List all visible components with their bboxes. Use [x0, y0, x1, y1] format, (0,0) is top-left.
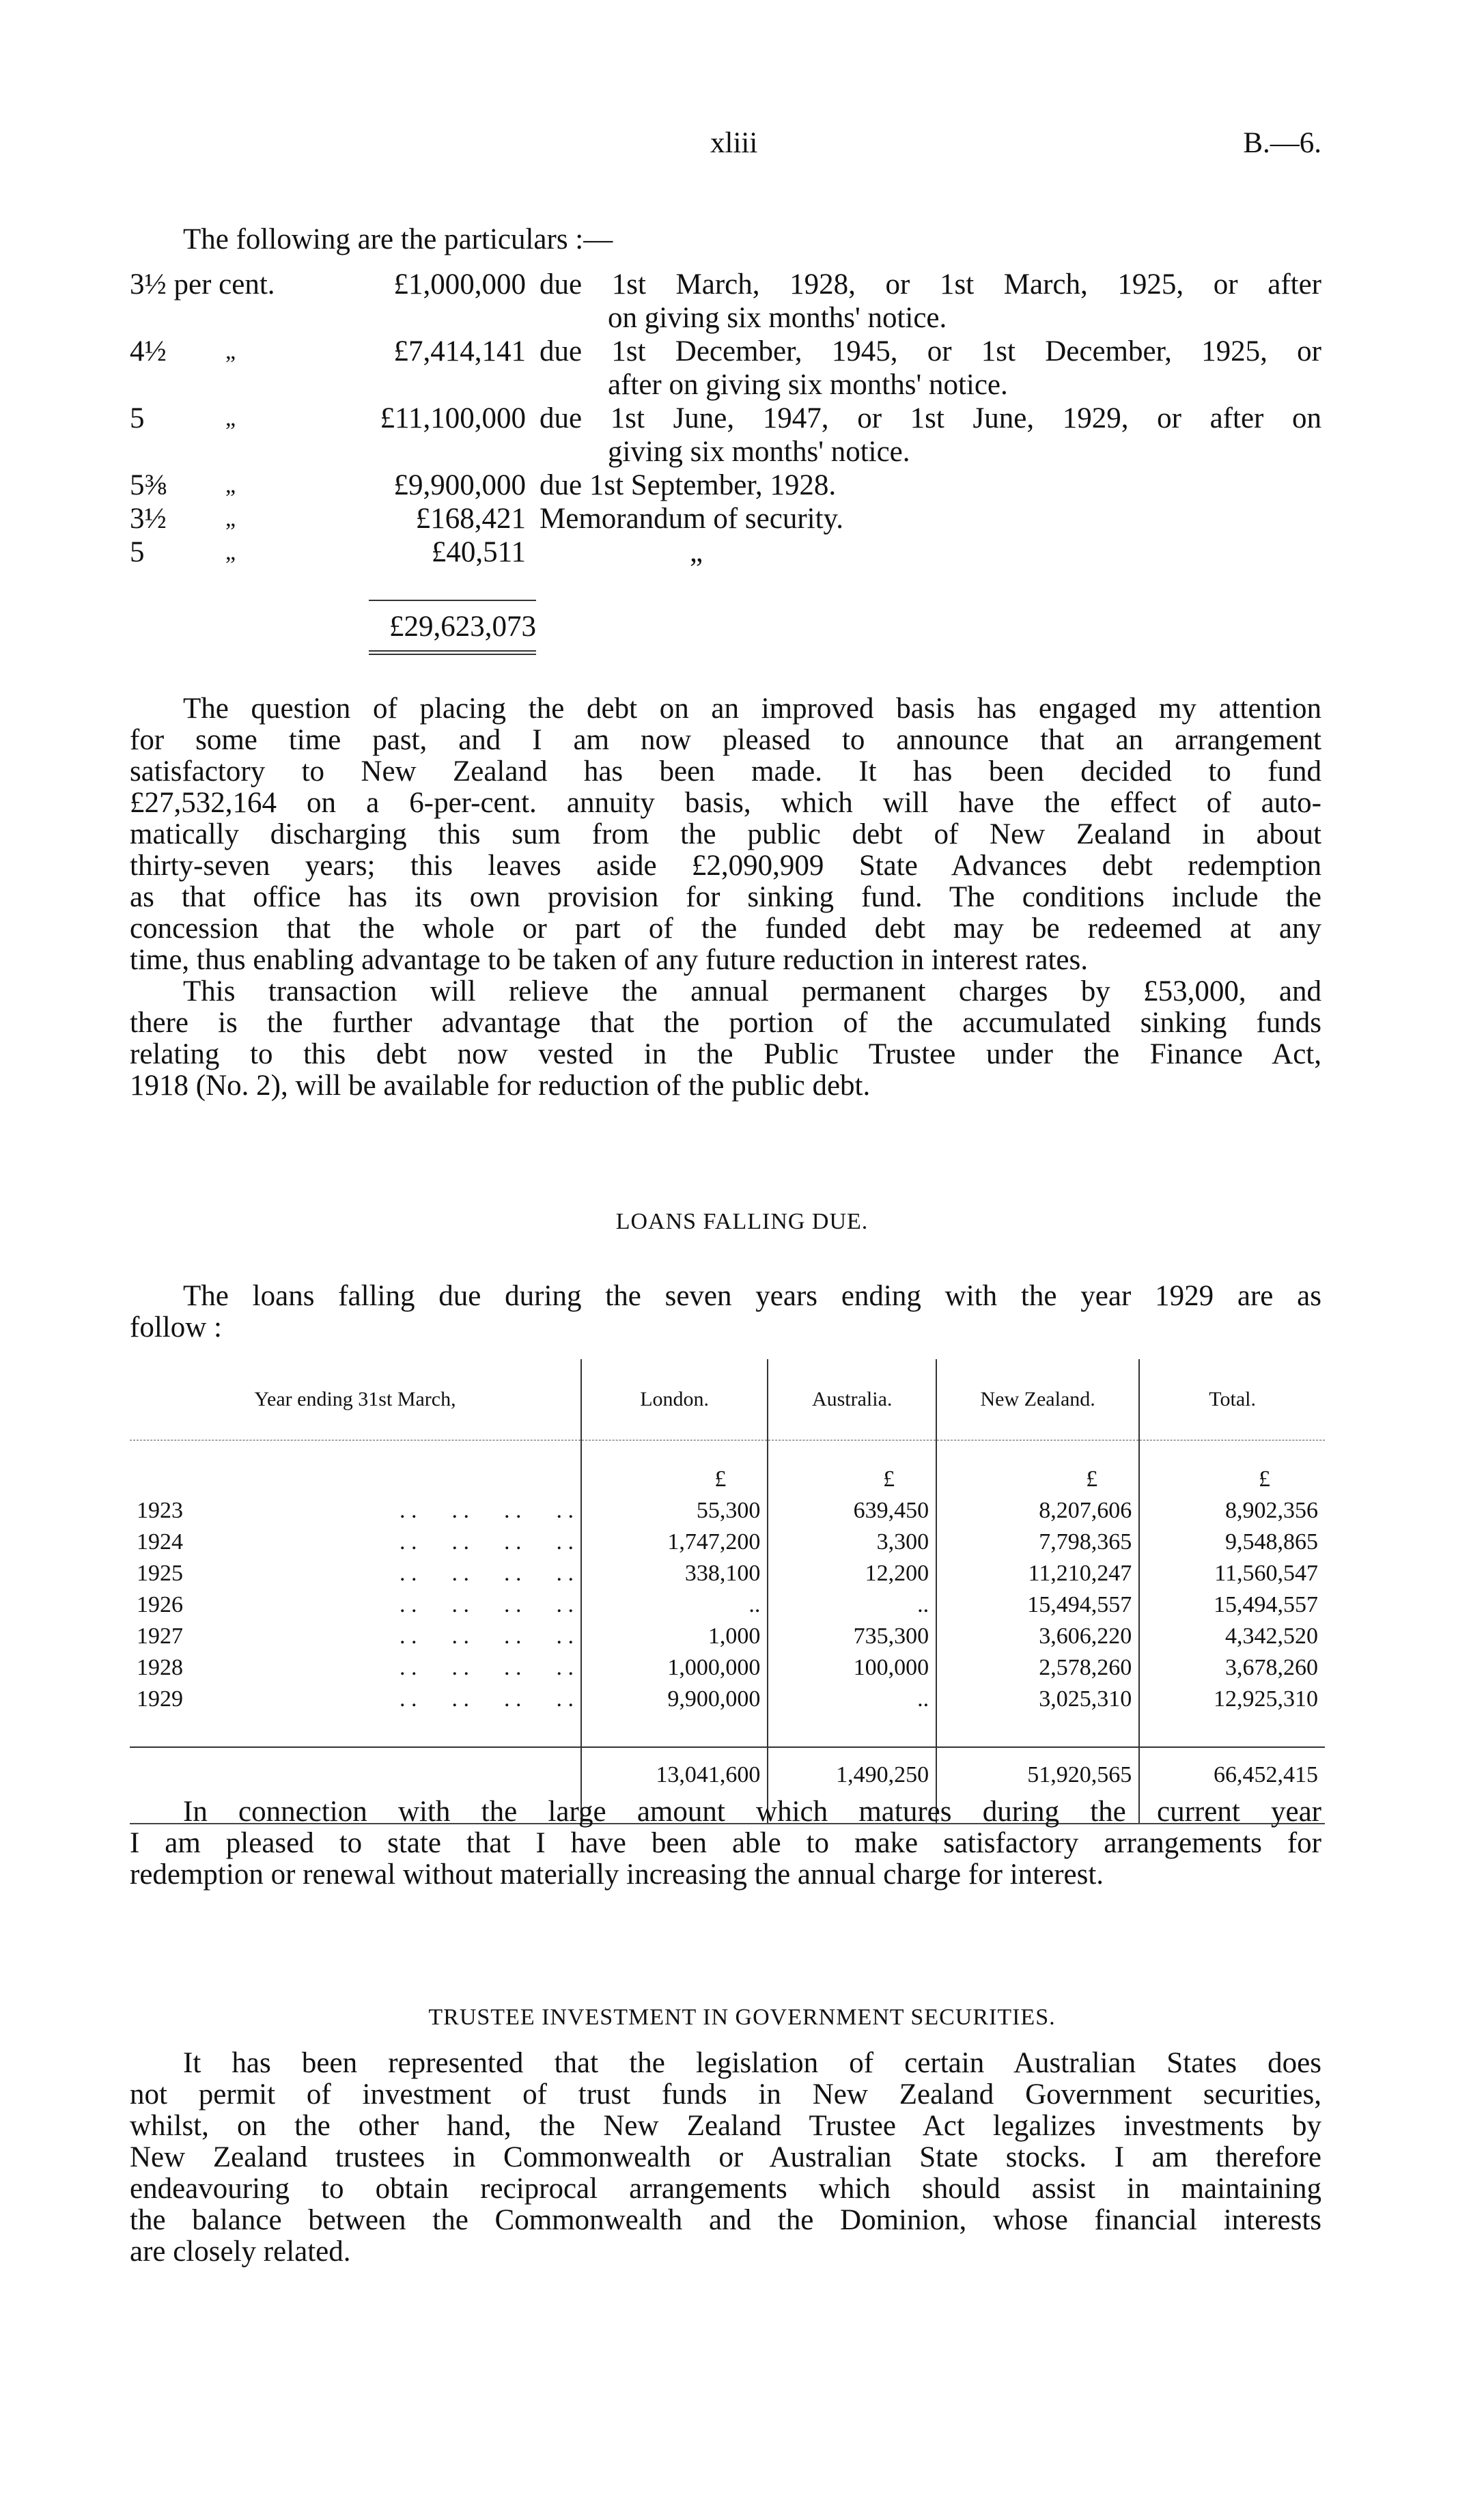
paragraph-loans-after — [130, 1796, 1321, 1891]
loans-table — [130, 1359, 1325, 1824]
year: 1925 — [137, 1561, 183, 1586]
text-line: 1918 (No. 2), will be available for reduction of the public debt. — [130, 1070, 871, 1102]
column-header-total: Total. — [1139, 1359, 1325, 1440]
london-value: 1,747,200 — [581, 1527, 768, 1558]
table-header-row — [130, 1359, 1325, 1440]
table-total-row — [130, 1747, 1325, 1802]
year: 1923 — [137, 1498, 183, 1523]
new-zealand-value: 2,578,260 — [936, 1652, 1139, 1684]
total-grand: 66,452,415 — [1139, 1747, 1325, 1802]
currency-symbol: £ — [768, 1440, 936, 1496]
london-value: 9,900,000 — [581, 1684, 768, 1715]
text-line: whilst, on the other hand, the New Zealand Trustee Act legalizes investments by — [130, 2111, 1321, 2142]
particulars-total: £29,623,073 — [389, 611, 536, 643]
leader-dots: . . . . . . . . — [400, 1624, 574, 1649]
new-zealand-value: 15,494,557 — [936, 1589, 1139, 1621]
page-number: xliii — [710, 127, 758, 159]
column-header-london: London. — [581, 1359, 768, 1440]
paragraph-loans-intro — [130, 1281, 1321, 1343]
paragraph-debt-basis — [130, 693, 1321, 976]
year: 1928 — [137, 1655, 183, 1680]
loan-amount: £1,000,000 — [393, 268, 526, 301]
australia-value: .. — [768, 1589, 936, 1621]
leader-dots: . . . . . . . . — [400, 1592, 574, 1617]
new-zealand-value: 7,798,365 — [936, 1527, 1139, 1558]
year: 1924 — [137, 1529, 183, 1555]
particulars-row — [130, 403, 1325, 434]
total-new-zealand: 51,920,565 — [936, 1747, 1139, 1802]
australia-value: .. — [768, 1684, 936, 1715]
table-row — [130, 1527, 1325, 1558]
new-zealand-value: 8,207,606 — [936, 1495, 1139, 1527]
text-line: It has been represented that the legislation of certain Australian States does — [183, 2048, 1321, 2079]
loan-terms: due 1st September, 1928. — [540, 469, 837, 501]
particulars-row — [130, 370, 1325, 401]
ditto-mark: „ — [225, 339, 236, 364]
column-header-new-zealand: New Zealand. — [936, 1359, 1139, 1440]
ditto-mark: „ — [225, 406, 236, 431]
leader-dots: . . . . . . . . — [400, 1655, 574, 1680]
loan-amount: £40,511 — [431, 536, 526, 568]
particulars-intro: The following are the particulars :— — [183, 223, 613, 255]
interest-rate: 5 — [130, 536, 145, 568]
text-line: The loans falling due during the seven years ending with the year 1929 are as — [183, 1281, 1321, 1312]
loan-terms: on giving six months' notice. — [608, 302, 947, 334]
text-line: matically discharging this sum from the public debt of New Zealand in about — [130, 819, 1321, 850]
loan-terms: due 1st December, 1945, or 1st December, 1925, or — [540, 336, 1321, 367]
australia-value: 735,300 — [768, 1621, 936, 1652]
year: 1926 — [137, 1592, 183, 1617]
particulars-row — [130, 336, 1325, 367]
text-line: New Zealand trustees in Commonwealth or Australian State stocks. I am therefore — [130, 2142, 1321, 2173]
paragraph-transaction — [130, 976, 1321, 1102]
text-line: follow : — [130, 1311, 222, 1343]
currency-row — [130, 1440, 1325, 1496]
text-line: the balance between the Commonwealth and the Dominion, whose financial interests — [130, 2205, 1321, 2236]
loan-amount: £9,900,000 — [393, 469, 526, 501]
table-row — [130, 1684, 1325, 1715]
text-line: there is the further advantage that the portion of the accumulated sinking funds — [130, 1007, 1321, 1039]
interest-rate: 5 — [130, 402, 145, 434]
loan-terms: „ — [690, 536, 703, 568]
particulars-row — [130, 503, 1325, 535]
text-line: are closely related. — [130, 2236, 351, 2268]
australia-value: 100,000 — [768, 1652, 936, 1684]
new-zealand-value: 3,025,310 — [936, 1684, 1139, 1715]
new-zealand-value: 3,606,220 — [936, 1621, 1139, 1652]
london-value: 338,100 — [581, 1558, 768, 1589]
total-double-rule — [369, 650, 536, 655]
text-line: The question of placing the debt on an improved basis has engaged my attention — [183, 693, 1321, 725]
table-row — [130, 1495, 1325, 1527]
document-reference: B.—6. — [1243, 127, 1321, 159]
interest-rate: 4½ — [130, 335, 167, 367]
loan-amount: £11,100,000 — [380, 402, 526, 434]
ditto-mark: „ — [225, 506, 236, 531]
loan-terms: after on giving six months' notice. — [608, 369, 1008, 401]
ditto-mark: „ — [225, 473, 236, 498]
text-line: relating to this debt now vested in the Public Trustee under the Finance Act, — [130, 1039, 1321, 1070]
particulars-row — [130, 470, 1325, 501]
leader-dots: . . . . . . . . — [400, 1686, 574, 1712]
leader-dots: . . . . . . . . — [400, 1561, 574, 1586]
total-value: 3,678,260 — [1139, 1652, 1325, 1684]
particulars-row — [130, 537, 1325, 568]
year: 1927 — [137, 1624, 183, 1649]
year: 1929 — [137, 1686, 183, 1712]
total-london: 13,041,600 — [581, 1747, 768, 1802]
total-value: 9,548,865 — [1139, 1527, 1325, 1558]
loan-amount: £168,421 — [415, 503, 526, 535]
table-row — [130, 1652, 1325, 1684]
australia-value: 12,200 — [768, 1558, 936, 1589]
total-value: 8,902,356 — [1139, 1495, 1325, 1527]
text-line: not permit of investment of trust funds in New Zealand Government securities, — [130, 2079, 1321, 2111]
text-line: for some time past, and I am now pleased to announce that an arrangement — [130, 725, 1321, 756]
total-value: 11,560,547 — [1139, 1558, 1325, 1589]
australia-value: 639,450 — [768, 1495, 936, 1527]
interest-rate: 3½ — [130, 503, 167, 535]
loan-terms: giving six months' notice. — [608, 436, 910, 468]
new-zealand-value: 11,210,247 — [936, 1558, 1139, 1589]
ditto-mark: „ — [225, 540, 236, 565]
text-line: satisfactory to New Zealand has been made. It has been decided to fund — [130, 756, 1321, 788]
leader-dots: . . . . . . . . — [400, 1529, 574, 1555]
total-rule — [369, 600, 536, 601]
table-row — [130, 1589, 1325, 1621]
heading-trustee-investment: TRUSTEE INVESTMENT IN GOVERNMENT SECURITIES. — [428, 2005, 1056, 2030]
text-line: I am pleased to state that I have been able to make satisfactory arrangements for — [130, 1828, 1321, 1859]
london-value: 1,000 — [581, 1621, 768, 1652]
interest-rate: 3½ per cent. — [130, 268, 275, 301]
particulars-row — [130, 436, 1325, 468]
london-value: 1,000,000 — [581, 1652, 768, 1684]
total-value: 15,494,557 — [1139, 1589, 1325, 1621]
total-value: 4,342,520 — [1139, 1621, 1325, 1652]
loan-amount: £7,414,141 — [393, 335, 526, 367]
paragraph-trustee — [130, 2048, 1321, 2268]
currency-symbol: £ — [936, 1440, 1139, 1496]
text-line: as that office has its own provision for sinking fund. The conditions include the — [130, 882, 1321, 913]
loan-terms: due 1st June, 1947, or 1st June, 1929, or after on — [540, 403, 1321, 434]
text-line: £27,532,164 on a 6-per-cent. annuity basis, which will have the effect of auto- — [130, 788, 1321, 819]
text-line: time, thus enabling advantage to be taken of any future reduction in interest rates. — [130, 944, 1089, 976]
currency-symbol: £ — [1139, 1440, 1325, 1496]
column-header-year: Year ending 31st March, — [130, 1359, 581, 1440]
total-value: 12,925,310 — [1139, 1684, 1325, 1715]
text-line: concession that the whole or part of the funded debt may be redeemed at any — [130, 913, 1321, 945]
text-line: endeavouring to obtain reciprocal arrangements which should assist in maintaining — [130, 2173, 1321, 2205]
text-line: This transaction will relieve the annual permanent charges by £53,000, and — [183, 976, 1321, 1007]
currency-symbol: £ — [581, 1440, 768, 1496]
table-row — [130, 1558, 1325, 1589]
particulars-row — [130, 269, 1325, 301]
text-line: thirty-seven years; this leaves aside £2,090,909 State Advances debt redemption — [130, 850, 1321, 882]
leader-dots: . . . . . . . . — [400, 1498, 574, 1523]
text-line: redemption or renewal without materially increasing the annual charge for interest. — [130, 1858, 1104, 1891]
heading-loans-falling-due: LOANS FALLING DUE. — [615, 1209, 869, 1234]
total-australia: 1,490,250 — [768, 1747, 936, 1802]
column-header-australia: Australia. — [768, 1359, 936, 1440]
table-row — [130, 1621, 1325, 1652]
loan-terms: Memorandum of security. — [540, 503, 844, 535]
particulars-row — [130, 303, 1325, 334]
spacer-row — [130, 1715, 1325, 1747]
interest-rate: 5⅜ — [130, 469, 167, 501]
london-value: 55,300 — [581, 1495, 768, 1527]
text-line: In connection with the large amount which matures during the current year — [183, 1796, 1321, 1828]
australia-value: 3,300 — [768, 1527, 936, 1558]
loan-terms: due 1st March, 1928, or 1st March, 1925, or after — [540, 269, 1321, 301]
london-value: .. — [581, 1589, 768, 1621]
